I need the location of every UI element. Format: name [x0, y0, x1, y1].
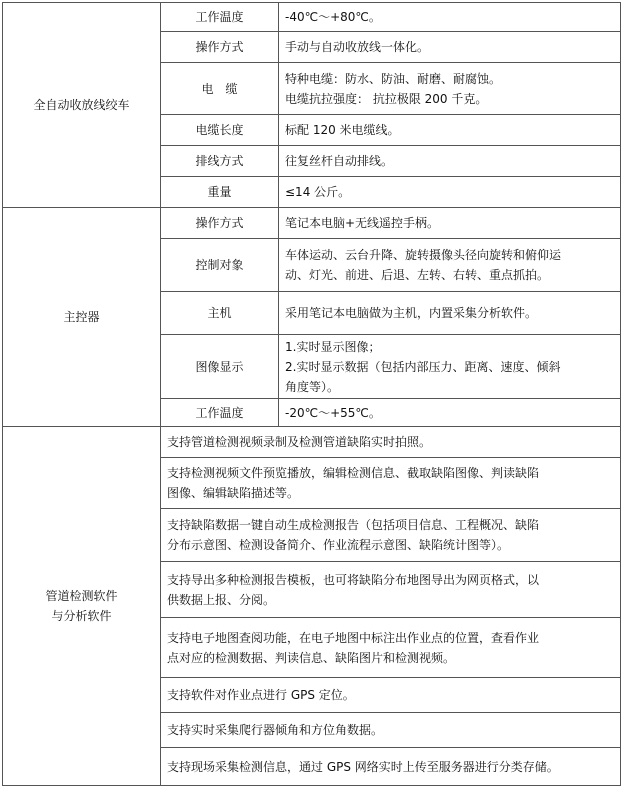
- table-row: [3, 208, 621, 239]
- value-line: 动、灯光、前进、后退、左转、右转、重点抓拍。: [285, 268, 550, 282]
- feature-line: 支持现场采集检测信息，通过 GPS 网络实时上传至服务器进行分类存储。: [167, 759, 559, 774]
- field-value: [279, 239, 621, 292]
- field-value: 标配 120 米电缆线。: [279, 115, 621, 146]
- field-label: 操作方式: [161, 208, 279, 239]
- field-value: 往复丝杆自动排线。: [279, 146, 621, 177]
- category-software: [3, 427, 161, 786]
- field-value: ≤14 公斤。: [279, 177, 621, 208]
- feature-cell: [161, 562, 621, 618]
- feature-line: 供数据上报、分阅。: [167, 592, 276, 607]
- feature-line: 支持软件对作业点进行 GPS 定位。: [167, 688, 355, 702]
- feature-line: 点对应的检测数据、判读信息、缺陷图片和检测视频。: [167, 650, 456, 665]
- feature-line: 支持缺陷数据一键自动生成检测报告（包括项目信息、工程概况、缺陷: [167, 518, 540, 532]
- spec-table: [2, 2, 621, 786]
- feature-line: 图像、编辑缺陷描述等。: [167, 486, 300, 500]
- feature-cell: [161, 509, 621, 562]
- table-row: [3, 427, 621, 458]
- feature-cell: [161, 427, 621, 458]
- value-line: 电缆抗拉强度： 抗拉极限 200 千克。: [285, 91, 488, 106]
- category-winch: 全自动收放线绞车: [3, 3, 161, 208]
- field-label: 控制对象: [161, 239, 279, 292]
- field-value: -40℃～+80℃。: [279, 3, 621, 32]
- feature-line: 支持管道检测视频录制及检测管道缺陷实时拍照。: [167, 435, 432, 449]
- category-line: 管道检测软件: [45, 589, 118, 603]
- feature-cell: [161, 618, 621, 678]
- feature-line: 支持电子地图查阅功能，在电子地图中标注出作业点的位置，查看作业: [167, 630, 540, 645]
- value-line: 角度等）。: [285, 379, 340, 394]
- value-line: 特种电缆：防水、防油、耐磨、耐腐蚀。: [285, 71, 502, 86]
- field-value: 采用笔记本电脑做为主机，内置采集分析软件。: [279, 292, 621, 335]
- value-line: 1.实时显示图像；: [285, 339, 381, 354]
- feature-line: 支持实时采集爬行器倾角和方位角数据。: [167, 723, 384, 737]
- value-line: 2.实时显示数据（包括内部压力、距离、速度、倾斜: [285, 359, 561, 374]
- field-label: 排线方式: [161, 146, 279, 177]
- field-label: 主机: [161, 292, 279, 335]
- field-value: [279, 63, 621, 115]
- field-label: 工作温度: [161, 3, 279, 32]
- field-label: 图像显示: [161, 335, 279, 399]
- field-value: 笔记本电脑+无线遥控手柄。: [279, 208, 621, 239]
- feature-cell: [161, 458, 621, 509]
- feature-line: 分布示意图、检测设备简介、作业流程示意图、缺陷统计图等）。: [167, 538, 510, 552]
- table-row: [3, 3, 621, 32]
- field-value: 手动与自动收放线一体化。: [279, 32, 621, 63]
- feature-cell: [161, 748, 621, 786]
- field-label: 重量: [161, 177, 279, 208]
- category-controller: 主控器: [3, 208, 161, 427]
- feature-cell: [161, 713, 621, 748]
- field-value: [279, 335, 621, 399]
- category-line: 与分析软件: [51, 609, 112, 623]
- field-label: 操作方式: [161, 32, 279, 63]
- feature-line: 支持检测视频文件预览播放，编辑检测信息、截取缺陷图像、判读缺陷: [167, 466, 540, 480]
- field-value: -20℃～+55℃。: [279, 399, 621, 427]
- field-label: 电缆长度: [161, 115, 279, 146]
- value-line: 车体运动、云台升降、旋转摄像头径向旋转和俯仰运: [285, 248, 562, 262]
- field-label: 电 缆: [161, 63, 279, 115]
- feature-cell: [161, 678, 621, 713]
- field-label: 工作温度: [161, 399, 279, 427]
- feature-line: 支持导出多种检测报告模板，也可将缺陷分布地图导出为网页格式，以: [167, 572, 540, 587]
